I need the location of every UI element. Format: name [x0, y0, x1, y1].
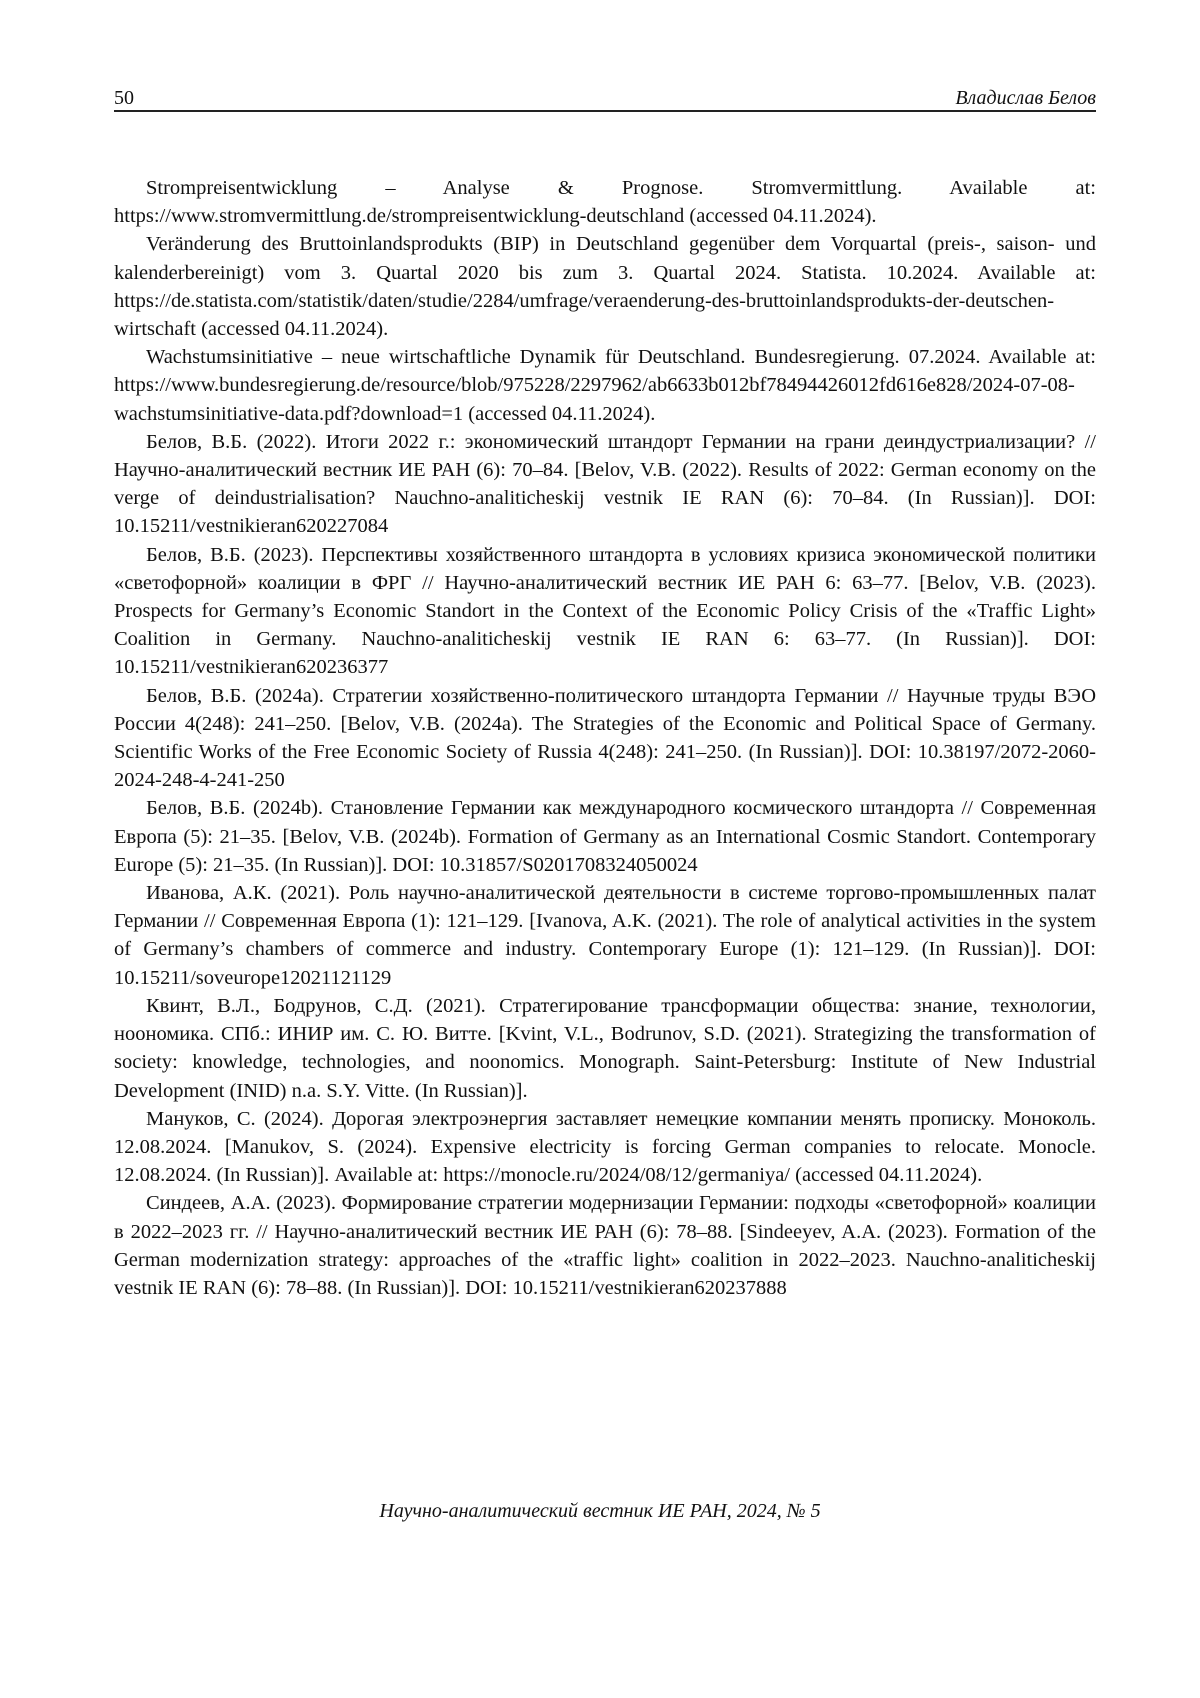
reference-entry: Wachstumsinitiative – neue wirtschaftliche Dynamik für Deutschland. Bundesregierung. 07.2024. Available at: https://www.bundesregierung.de/resource/blob/975228/2297962/ab6633b012bf78494426012fd616e828/2024-07-08-wachstumsinitiative-data.pdf?download=1 (accessed 04.11.2024). — [114, 346, 1096, 425]
reference-entry: Veränderung des Bruttoinlandsprodukts (BIP) in Deutschland gegenüber dem Vorquartal (preis-, saison- und kalenderbereinigt) vom 3. Quartal 2020 bis zum 3. Quartal 2024. Statista. 10.2024. Available at: https://de.statista.com/statistik/daten/studie/2284/umfrage/veraenderung-des-bruttoinlandsprodukts-der-deutschen-wirtschaft (accessed 04.11.2024). — [114, 233, 1096, 341]
reference-entry: Белов, В.Б. (2024a). Стратегии хозяйственно-политического штандорта Германии // Научные труды ВЭО России 4(248): 241–250. [Belov, V.B. (2024a). The Strategies of the Economic and Political Space of Germany. Scientific Works of the Free Economic Society of Russia 4(248): 241–250. (In Russian)]. DOI: 10.38197/2072-2060-2024-248-4-241-250 — [114, 684, 1096, 792]
reference-entry: Белов, В.Б. (2022). Итоги 2022 г.: экономический штандорт Германии на грани деиндустриализации? // Научно-аналитический вестник ИЕ РАН (6): 70–84. [Belov, V.B. (2022). Results of 2022: German economy on the verge of deindustrialisation? Nauchno-analiticheskij vestnik IE RAN (6): 70–84. (In Russian)]. DOI: 10.15211/vestnikieran620227084 — [114, 430, 1096, 538]
running-header — [114, 84, 1096, 112]
reference-list — [114, 174, 1096, 1302]
reference-entry: Белов, В.Б. (2023). Перспективы хозяйственного штандорта в условиях кризиса экономической политики «светофорной» коалиции в ФРГ // Научно-аналитический вестник ИЕ РАН 6: 63–77. [Belov, V.B. (2023). Prospects for Germany’s Economic Standort in the Context of the Economic Policy Crisis of the «Traffic Light» Coalition in Germany. Nauchno-analiticheskij vestnik IE RAN 6: 63–77. (In Russian)]. DOI: 10.15211/vestnikieran620236377 — [114, 543, 1096, 679]
reference-entry: Квинт, В.Л., Бодрунов, С.Д. (2021). Стратегирование трансформации общества: знание, технологии, ноономика. СПб.: ИНИР им. С. Ю. Витте. [Kvint, V.L., Bodrunov, S.D. (2021). Strategizing the transformation of society: knowledge, technologies, and noonomics. Monograph. Saint-Petersburg: Institute of New Industrial Development (INID) n.a. S.Y. Vitte. (In Russian)]. — [114, 994, 1096, 1102]
running-footer: Научно-аналитический вестник ИЕ РАН, 2024, № 5 — [379, 1500, 821, 1522]
page-number: 50 — [114, 87, 134, 109]
reference-entry: Мануков, С. (2024). Дорогая электроэнергия заставляет немецкие компании менять прописку. Моноколь. 12.08.2024. [Manukov, S. (2024). Expensive electricity is forcing German companies to relocate. Monocle. 12.08.2024. (In Russian)]. Available at: https://monocle.ru/2024/08/12/germaniya/ (accessed 04.11.2024). — [114, 1107, 1096, 1187]
reference-entry: Синдеев, А.А. (2023). Формирование стратегии модернизации Германии: подходы «светофорной» коалиции в 2022–2023 гг. // Научно-аналитический вестник ИЕ РАН (6): 78–88. [Sindeeyev, A.A. (2023). Formation of the German modernization strategy: approaches of the «traffic light» coalition in 2022–2023. Nauchno-analiticheskij vestnik IE RAN (6): 78–88. (In Russian)]. DOI: 10.15211/vestnikieran620237888 — [114, 1192, 1096, 1299]
reference-entry: Иванова, А.К. (2021). Роль научно-аналитической деятельности в системе торгово-промышленных палат Германии // Современная Европа (1): 121–129. [Ivanova, A.K. (2021). The role of analytical activities in the system of Germany’s chambers of commerce and industry. Contemporary Europe (1): 121–129. (In Russian)]. DOI: 10.15211/soveurope12021121129 — [114, 882, 1096, 989]
running-author: Владислав Белов — [955, 87, 1096, 109]
reference-entry: Strompreisentwicklung – Analyse & Prognose. Stromvermittlung. Available at: https://www.stromvermittlung.de/strompreisentwicklung-deutschland (accessed 04.11.2024). — [114, 177, 1096, 228]
reference-entry: Белов, В.Б. (2024b). Становление Германии как международного космического штандорта // Современная Европа (5): 21–35. [Belov, V.B. (2024b). Formation of Germany as an International Cosmic Standort. Contemporary Europe (5): 21–35. (In Russian)]. DOI: 10.31857/S0201708324050024 — [114, 797, 1096, 876]
